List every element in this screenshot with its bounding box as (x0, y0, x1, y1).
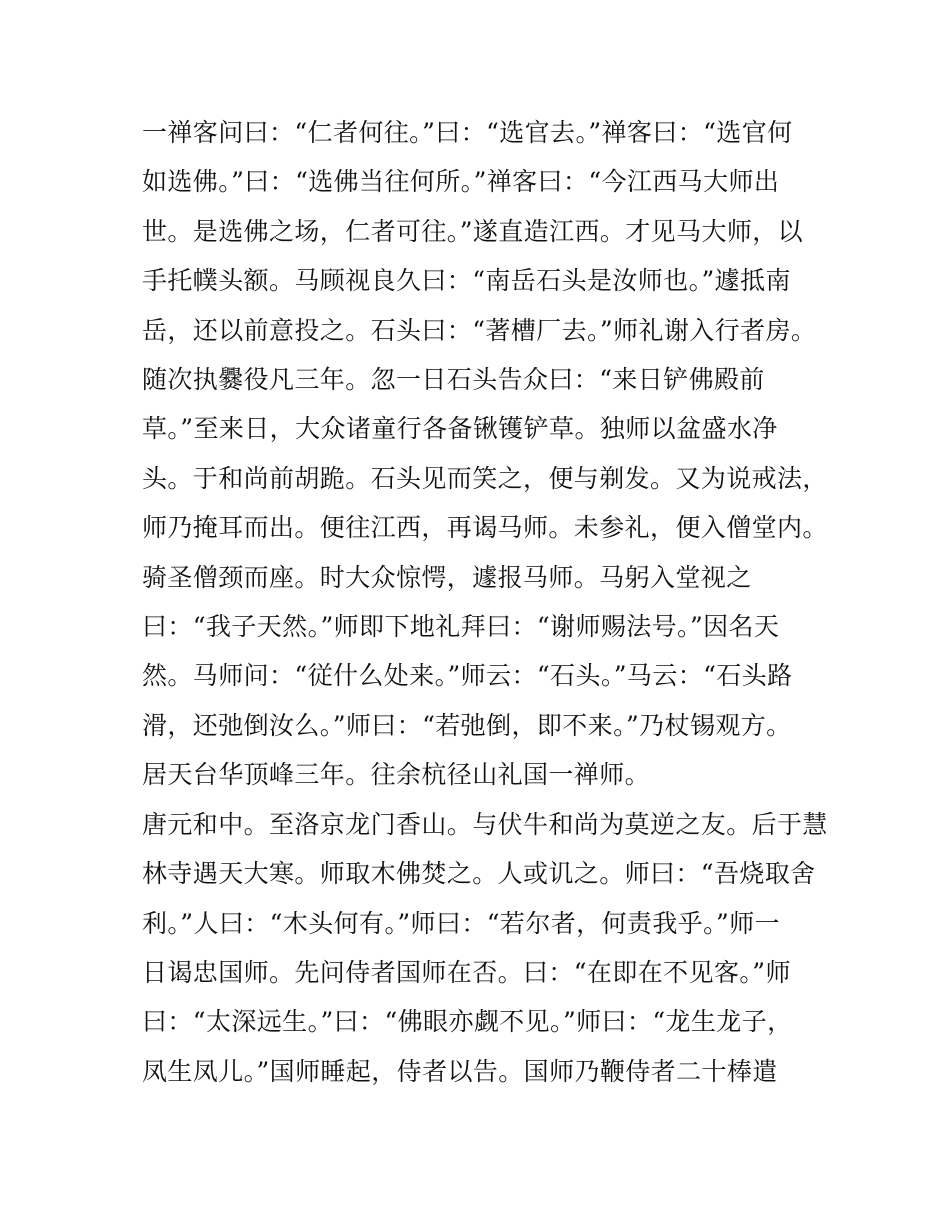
text-line: 手托幞头额。马顾视良久曰：“南岳石头是汝师也。”遽抵南 (142, 266, 791, 296)
text-line: 骑圣僧颈而座。时大众惊愕，遽报马师。马躬入堂视之 (142, 562, 752, 592)
text-line: 滑，还弛倒汝么。”师曰：“若弛倒，即不来。”乃杖锡观方。 (142, 710, 792, 740)
text-line: 曰：“太深远生。”曰：“佛眼亦觑不见。”师曰：“龙生龙子， (142, 1007, 793, 1037)
text-line: 世。是选佛之场，仁者可往。”遂直造江西。才见马大师，以 (142, 216, 804, 246)
body-text (142, 108, 842, 1096)
text-line: 凤生凤儿。”国师睡起，侍者以告。国师乃鞭侍者二十棒遣 (142, 1056, 778, 1086)
text-line: 日谒忠国师。先问侍者国师在否。曰：“在即在不见客。”师 (142, 957, 791, 987)
text-line: 然。马师问：“従什么处来。”师云：“石头。”马云：“石头路 (142, 661, 793, 691)
text-line: 岳，还以前意投之。石头曰：“著槽厂去。”师礼谢入行者房。 (142, 315, 817, 345)
text-line: 利。”人曰：“木头何有。”师曰：“若尔者，何责我乎。”师一 (142, 908, 781, 938)
text-line: 如选佛。”曰：“选佛当往何所。”禅客曰：“今江西马大师出 (142, 167, 780, 197)
text-line: 头。于和尚前胡跪。石头见而笑之，便与剃发。又为说戒法， (142, 463, 828, 493)
text-line: 一禅客问曰：“仁者何往。”曰：“选官去。”禅客曰：“选官何 (142, 118, 793, 147)
text-line: 草。”至来日，大众诸童行各备锹镬铲草。独师以盆盛水净 (142, 414, 778, 444)
text-line: 唐元和中。至洛京龙门香山。与伏牛和尚为莫逆之友。后于慧 (142, 809, 828, 839)
text-line: 居天台华顶峰三年。往余杭径山礼国一禅师。 (142, 760, 651, 790)
text-line: 曰：“我子天然。”师即下地礼拜曰：“谢师赐法号。”因名天 (142, 612, 780, 642)
text-line: 师乃掩耳而出。便往江西，再谒马师。未参礼，便入僧堂内。 (142, 513, 828, 543)
text-line: 随次执爨役凡三年。忽一日石头告众曰：“来日铲佛殿前 (142, 365, 765, 395)
text-line: 林寺遇天大寒。师取木佛焚之。人或讥之。师曰：“吾烧取舍 (142, 859, 816, 889)
